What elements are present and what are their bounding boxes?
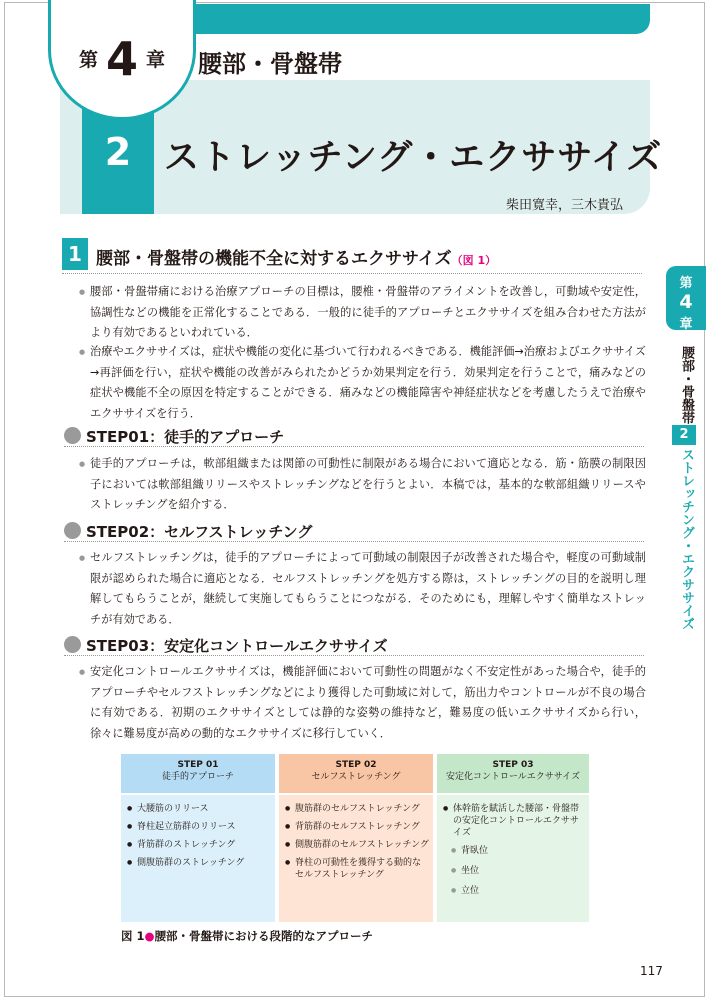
step02-title: STEP02：セルフストレッチング [86,523,313,541]
side-chapter-suffix: 章 [679,317,693,332]
chapter-title: 腰部・骨盤帯 [198,50,342,78]
step-bullet-icon [64,427,81,444]
side-chapter-title: 腰部・骨盤帯 [679,346,694,424]
chapter-prefix: 第 [78,49,98,71]
chapter-suffix: 章 [146,49,166,71]
column-name: 安定化コントロールエクササイズ [445,772,581,782]
list-item: ● 脊柱の可動性を獲得する動的なセルフストレッチング [285,857,429,881]
figure-caption-text: 腰部・骨盤帯における段階的なアプローチ [154,929,374,943]
heading-1-title [96,244,496,269]
figure-reference-link[interactable]: （図 1） [451,254,497,267]
paragraph-4: ● セルフストレッチングは，徒手的アプローチによって可動域の制限因子が改善された場合や，軽度の可動域制限が認められた場合に適応となる．セルフストレッチングを処方する際は，ストレッチングの目的を説明し理解してもらうことが，継続して実施してもらうことにつながる．そのためにも，理解しやすく簡単なストレッチが有効である． [90,548,646,630]
column-header [437,754,589,793]
list-item: ● 脊柱起立筋群のリリース [127,821,271,833]
heading-1-number: 1 [62,238,88,270]
step02-heading [64,518,644,542]
column-header [279,754,433,793]
paragraph-5: ● 安定化コントロールエクササイズは，機能評価において可動性の問題がなく不安定性があった場合や，徒手的アプローチやセルフストレッチングなどにより獲得した可動域に対して，筋出力やコントロールが不良の場合に有効である．初期のエクササイズとしては静的な姿勢の維持など，難易度の低いエクササイズから行い，徐々に難易度が高めの動的なエクササイズに移行していく． [90,662,646,744]
section-title: ストレッチング・エクササイズ [164,138,663,178]
list-item: ● 腹筋群のセルフストレッチング [285,803,429,815]
sub-list-item: ● 立位 [443,885,585,897]
list-item: ● 体幹筋を賦活した腰部・骨盤帯の安定化コントロールエクササイズ [443,803,585,839]
column-name: 徒手的アプローチ [161,772,234,782]
step03-heading [64,632,644,656]
authors: 柴田寛幸，三木貴弘 [505,198,623,213]
figure-caption-label: 図 1 [121,929,145,943]
column-body [279,795,433,922]
page-number: 117 [640,964,663,978]
step-bullet-icon [64,636,81,653]
side-chapter-number: 4 [679,291,693,313]
side-section-title: ストレッチング・エクササイズ [679,448,694,630]
side-chapter-tab [666,266,706,330]
section-number: 2 [82,90,154,214]
column-step: STEP 03 [492,760,534,770]
figure-column-step02 [279,754,433,922]
caption-dot-icon: ● [144,929,155,943]
side-section-number: 2 [672,425,696,445]
column-body [437,795,589,922]
list-item: ● 大腰筋のリリース [127,803,271,815]
column-body [121,795,275,922]
figure-1 [121,754,589,922]
paragraph-1: ● 腰部・骨盤帯痛における治療アプローチの目標は，腰椎・骨盤帯のアライメントを改善し，可動域や安定性，協調性などの機能を正常化することである．一般的に徒手的アプローチとエクササイズを組み合わせた方法がより有効であるといわれている． [90,282,646,344]
figure-caption [121,928,373,944]
column-step: STEP 01 [177,760,219,770]
figure-column-step01 [121,754,275,922]
list-item: ● 背筋群のストレッチング [127,839,271,851]
list-item: ● 側腹筋群のセルフストレッチング [285,839,429,851]
paragraph-2: ● 治療やエクササイズは，症状や機能の変化に基づいて行われるべきである．機能評価→治療およびエクササイズ→再評価を行い，症状や機能の改善がみられたかどうか効果判定を行う．効果判定を行うことで，痛みなどの症状や機能不全の原因を特定することができる．痛みなどの機能障害や神経症状などを考慮したうえで治療やエクササイズを行う． [90,342,646,424]
heading-1-text: 腰部・骨盤帯の機能不全に対するエクササイズ [96,249,452,269]
side-chapter-prefix: 第 [679,276,693,291]
step01-title: STEP01：徒手的アプローチ [86,428,285,446]
column-header [121,754,275,793]
step-bullet-icon [64,522,81,539]
sub-list-item: ● 坐位 [443,865,585,877]
column-name: セルフストレッチング [311,772,401,782]
figure-column-step03 [437,754,589,922]
paragraph-3: ● 徒手的アプローチは，軟部組織または関節の可動性に制限がある場合において適応となる．筋・筋膜の制限因子においては軟部組織リリースやストレッチングなどを行うとよい．本稿では，基本的な軟部組織リリースやストレッチングを紹介する． [90,454,646,516]
chapter-number: 4 [105,31,138,86]
step01-heading [64,423,644,447]
list-item: ● 背筋群のセルフストレッチング [285,821,429,833]
list-item: ● 側腹筋群のストレッチング [127,857,271,869]
sub-list-item: ● 背臥位 [443,845,585,857]
heading-1 [62,238,642,274]
column-step: STEP 02 [335,760,377,770]
step03-title: STEP03：安定化コントロールエクササイズ [86,637,388,655]
